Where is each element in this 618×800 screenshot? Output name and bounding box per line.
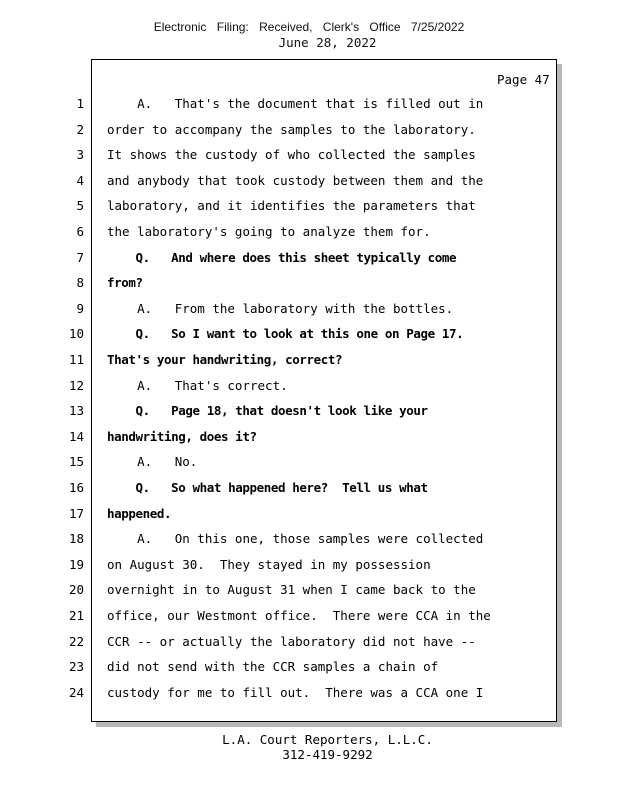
line-number: 20 <box>68 582 84 598</box>
line-text: Q. Page 18, that doesn't look like your <box>107 403 428 419</box>
transcript-line <box>0 429 618 455</box>
line-number: 6 <box>76 224 84 239</box>
line-text: order to accompany the samples to the laboratory. <box>107 121 476 137</box>
line-number: 15 <box>68 454 84 470</box>
line-text: A. That's correct. <box>107 377 288 393</box>
line-number: 4 <box>76 172 84 188</box>
line-text: handwriting, does it? <box>107 428 257 444</box>
line-number: 8 <box>76 275 84 291</box>
line-number: 13 <box>68 403 84 419</box>
line-text: Q. So what happened here? Tell us what <box>107 480 428 495</box>
transcript-line <box>0 685 618 711</box>
transcript-line <box>0 224 618 250</box>
transcript-line <box>0 96 618 122</box>
line-text: the laboratory's going to analyze them for. <box>107 224 431 239</box>
line-text: It shows the custody of who collected the samples <box>107 147 476 163</box>
line-text: That's your handwriting, correct? <box>107 352 343 367</box>
line-text: happened. <box>107 505 172 521</box>
line-text: CCR -- or actually the laboratory did not have -- <box>107 633 476 649</box>
transcript-line <box>0 557 618 583</box>
transcript-line <box>0 301 618 327</box>
transcript-line <box>0 506 618 532</box>
transcript-line <box>0 634 618 660</box>
line-text: did not send with the CCR samples a chain of <box>107 659 439 675</box>
transcript-line <box>0 378 618 404</box>
line-text: A. That's the document that is filled out in <box>107 96 484 111</box>
footer-company: L.A. Court Reporters, L.L.C. <box>222 732 433 747</box>
line-text: A. From the laboratory with the bottles. <box>107 300 454 316</box>
line-number: 10 <box>68 326 84 342</box>
transcript-line <box>0 326 618 352</box>
line-text: A. No. <box>107 454 198 470</box>
line-number: 5 <box>76 198 84 214</box>
transcript-line <box>0 198 618 224</box>
line-number: 24 <box>68 684 84 700</box>
line-number: 11 <box>68 352 84 367</box>
transcript-line <box>0 480 618 506</box>
transcript-line <box>0 659 618 685</box>
line-text: from? <box>107 275 143 291</box>
line-number: 1 <box>76 96 84 111</box>
page-number: Page 47 <box>497 72 550 87</box>
line-number: 19 <box>68 556 84 572</box>
transcript-line <box>0 147 618 173</box>
line-text: office, our Westmont office. There were CCA in the <box>107 608 491 623</box>
line-text: A. On this one, those samples were collected <box>107 531 484 547</box>
line-number: 22 <box>68 633 84 649</box>
line-text: laboratory, and it identifies the parameters that <box>107 198 476 214</box>
transcript-line <box>0 122 618 148</box>
line-text: overnight in to August 31 when I came back to the <box>107 582 476 598</box>
transcript-line <box>0 250 618 276</box>
line-number: 12 <box>68 377 84 393</box>
transcript-line <box>0 582 618 608</box>
line-text: Q. So I want to look at this one on Page 17. <box>107 326 464 342</box>
transcript-line <box>0 173 618 199</box>
line-text: Q. And where does this sheet typically come <box>107 249 457 265</box>
line-number: 2 <box>76 121 84 137</box>
transcript-line <box>0 454 618 480</box>
line-number: 14 <box>68 428 84 444</box>
transcript-line <box>0 275 618 301</box>
line-text: custody for me to fill out. There was a CCA one I <box>107 684 484 700</box>
line-number: 3 <box>76 147 84 163</box>
transcript-line <box>0 403 618 429</box>
line-number: 7 <box>76 249 84 265</box>
line-number: 21 <box>68 608 84 623</box>
footer-phone: 312-419-9292 <box>282 747 373 762</box>
line-number: 17 <box>68 505 84 521</box>
line-number: 23 <box>68 659 84 675</box>
transcript-line <box>0 531 618 557</box>
transcript-line <box>0 352 618 378</box>
line-text: on August 30. They stayed in my possession <box>107 556 431 572</box>
line-text: and anybody that took custody between them and the <box>107 172 484 188</box>
line-number: 16 <box>68 480 84 495</box>
line-number: 9 <box>76 300 84 316</box>
transcript-date: June 28, 2022 <box>278 35 377 50</box>
filing-stamp: Electronic Filing: Received, Clerk's Office 7/25/2022 <box>153 20 465 34</box>
transcript-line <box>0 608 618 634</box>
line-number: 18 <box>68 531 84 547</box>
